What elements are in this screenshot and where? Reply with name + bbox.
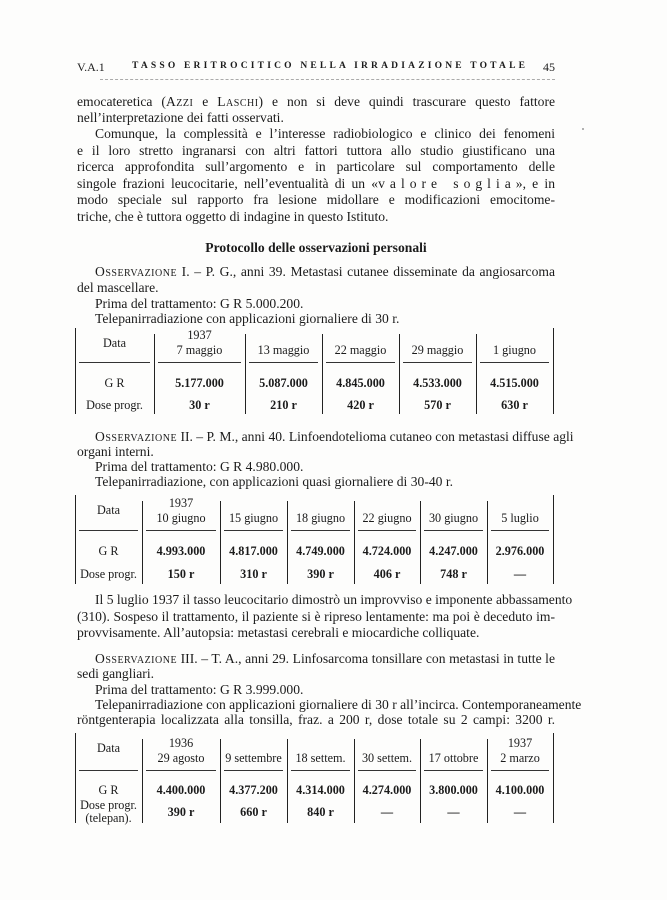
observation-3-line [95,651,555,667]
observation-3-line [77,712,555,728]
table-observation-3-value-cell: 4.377.200 [229,782,278,797]
table-observation-2-header-cell: 5 luglio [501,511,539,525]
table-observation-1-header-cell: 1 giugno [493,343,536,357]
table-observation-3-header-rule [146,770,216,771]
paragraph-line [77,176,555,192]
table-observation-1-value-cell: 420 r [347,397,374,412]
paragraph-line [77,209,555,225]
section-number: V.A.1 [77,60,105,74]
table-observation-3-header-rule [291,770,350,771]
page-number: 45 [543,60,555,74]
table-observation-2-header-cell: 30 giugno [428,511,479,525]
table-observation-3-header-rule [424,770,483,771]
text-run: Comunque, la complessità e l’interesse radiobiologico e clinico dei fenomeni [95,126,555,141]
paragraph-line [77,192,555,208]
observation-3-line [95,697,582,713]
table-observation-1-header-cell: 1937 7 maggio [176,328,223,357]
table-observation-2-header-rule [224,530,283,531]
table-observation-2-row-label: Dose progr. [80,566,137,581]
text-run: sedi gangliari. [77,666,155,681]
observation-1-line [95,311,555,327]
text-run: Azzi [165,94,194,109]
table-observation-1-header-cell: 29 maggio [411,343,464,357]
table-observation-2-value-cell: 310 r [240,566,267,581]
table-observation-3-value-cell: 4.314.000 [296,782,345,797]
table-observation-1-header-rule [249,362,318,363]
text-run: Osservazione [95,264,178,279]
table-observation-3-header-rule [224,770,283,771]
table-observation-3-header-cell: 17 ottobre [428,751,479,765]
table-observation-3-header-cell: Data [96,741,120,755]
text-run: Laschi [217,94,259,109]
table-observation-1-value-cell: 570 r [424,397,451,412]
running-title: TASSO ERITROCITICO NELLA IRRADIAZIONE TOTALE [132,61,529,71]
text-run: Prima del trattamento: G R 5.000.200. [95,296,304,311]
table-observation-2-header-cell: Data [96,503,120,517]
table-observation-2-value-cell: 4.247.000 [429,543,478,558]
table-observation-1-value-cell: 210 r [270,397,297,412]
table-observation-2-value-cell: 150 r [167,566,195,581]
text-run: emocateretica ( [77,94,166,109]
text-run: (310). Sospeso il trattamento, il paziente si è ripreso lentamente: ma poi è deceduto im- [77,609,555,624]
text-run: », e in [515,176,555,191]
text-run: I. – P. G., anni 39. Metastasi cutanee disseminate da angiosarcoma [177,264,555,279]
table-observation-2-value-cell: 4.817.000 [229,543,278,558]
table-observation-1-column-rule [553,328,554,414]
scan-speck [582,128,584,130]
paragraph-line [77,110,555,126]
header-rule [100,79,555,80]
text-run: e [193,94,218,109]
table-observation-3-value-cell: 3.800.000 [429,782,478,797]
text-run: Prima del trattamento: G R 3.999.000. [95,682,304,697]
table-observation-1-value-cell: 5.177.000 [175,375,224,390]
table-observation-3-value-cell: 660 r [240,804,267,819]
table-observation-2-value-cell: 4.724.000 [362,543,412,558]
table-observation-2-header-rule [358,530,416,531]
paragraph-line [77,159,555,175]
paragraph-line [95,126,555,142]
table-observation-1-value-cell: 4.845.000 [336,375,385,390]
observation-1-line [95,296,555,312]
text-run: Prima del trattamento: G R 4.980.000. [95,459,304,474]
text-run: Osservazione [95,429,178,444]
table-observation-3-value-cell: — [380,804,394,819]
observation-3-line [95,682,555,698]
table-observation-2-row-label: G R [98,543,119,558]
table-observation-2-value-cell: 2.976.000 [495,543,545,558]
observation-2-line [95,459,555,475]
paragraph-line [77,94,555,110]
text-run: nell’interpretazione dei fatti osservati. [77,110,284,125]
table-observation-2-value-cell: 406 r [373,566,401,581]
text-run: II. – P. M., anni 40. Linfoendotelioma cutaneo con metastasi diffuse agli [177,429,574,444]
section-title: Protocollo delle osservazioni personali [205,240,427,255]
text-run: Osservazione [95,651,178,666]
table-observation-3-value-cell: — [513,804,527,819]
text-run: Telepanirradiazione con applicazioni giornaliere di 30 r. [95,311,400,326]
table-observation-2-header-rule [491,530,549,531]
text-run: Telepanirradiazione, con applicazioni quasi giornaliere di 30-40 r. [95,474,454,489]
observation-3-line [77,666,555,682]
table-observation-1-header-cell: 22 maggio [334,343,387,357]
text-run: III. – T. A., anni 29. Linfosarcoma tonsillare con metastasi in tutte le [177,651,555,666]
table-observation-2-column-rule [553,495,554,584]
table-observation-2-header-rule [291,530,350,531]
table-observation-1-header-rule [79,362,150,363]
text-run: del mascellare. [77,280,159,295]
table-observation-2-header-cell: 15 giugno [228,511,279,525]
text-run: Telepanirradiazione con applicazioni giornaliere di 30 r all’incirca. Contemporaneamente [95,697,582,712]
text-run: röntgenterapia localizzata alla tonsilla, fraz. a 200 r, dose totale su 2 campi: 3200 r. [77,712,555,727]
table-observation-2-header-rule [146,530,216,531]
table-observation-1-row-label: Dose progr. [86,397,143,412]
table-observation-3-header-rule [79,770,138,771]
table-observation-3-value-cell: 4.274.000 [362,782,412,797]
table-observation-3-header-rule [491,770,549,771]
table-observation-2-header-cell: 1937 10 giugno [156,496,206,525]
table-observation-1-header-rule [158,362,241,363]
observation-2-note-line [77,625,555,641]
table-observation-2-header-cell: 18 giugno [295,511,346,525]
table-observation-1-header-rule [403,362,472,363]
table-observation-3-value-cell: 840 r [307,804,334,819]
table-observation-2-value-cell: — [513,566,527,581]
text-run: modo speciale sul rapporto fra lesione midollare e modificazioni emocitome- [77,192,555,207]
text-run: singole frazioni leucocitarie, nell’eventualità di un « [77,176,379,191]
table-observation-3-value-cell: 390 r [167,804,195,819]
paragraph-line [77,143,555,159]
table-observation-1-header-cell: 13 maggio [257,343,310,357]
table-observation-2-header-rule [424,530,483,531]
table-observation-2-header-rule [79,530,138,531]
table-observation-3-header-cell: 1936 29 agosto [157,736,205,765]
table-observation-2-value-cell: 390 r [307,566,334,581]
table-observation-2-value-cell: 4.749.000 [296,543,345,558]
table-observation-2-value-cell: 748 r [440,566,467,581]
table-observation-2-value-cell: 4.993.000 [156,543,206,558]
table-observation-1-header-rule [326,362,395,363]
table-observation-3-row-label: Dose progr. (telepan). [80,798,137,825]
observation-2-note-line [95,592,573,608]
text-run: provvisamente. All’autopsia: metastasi cerebrali e miocardiche colliquate. [77,625,480,640]
table-observation-1-value-cell: 30 r [189,397,210,412]
table-observation-1-value-cell: 5.087.000 [259,375,308,390]
table-observation-3-header-cell: 9 settembre [225,751,282,765]
observation-1-line [95,264,555,280]
text-run: triche, che è tuttora oggetto di indagine in questo Istituto. [77,209,389,224]
text-run: valore soglia [378,176,516,191]
observation-2-line [95,429,574,445]
table-observation-1-value-cell: 4.533.000 [413,375,462,390]
table-observation-3-header-cell: 1937 2 marzo [500,736,540,765]
observation-1-line [77,280,555,296]
text-run: organi interni. [77,444,154,459]
text-run: ) e non si deve quindi trascurare questo fattore [258,94,556,109]
table-observation-1-row-label: G R [104,375,125,390]
observation-2-line [95,474,555,490]
table-observation-3-header-rule [358,770,416,771]
table-observation-3-column-rule [553,733,554,823]
text-run: e il loro stretto ingranarsi con altri fattori tuttora allo studio giustificano una [77,143,555,158]
table-observation-2-header-cell: 22 giugno [362,511,412,525]
table-observation-1-header-rule [480,362,549,363]
table-observation-3-header-cell: 18 settem. [295,751,346,765]
text-run: Il 5 luglio 1937 il tasso leucocitario dimostrò un improvviso e imponente abbassamento [95,592,573,607]
table-observation-1-value-cell: 4.515.000 [490,375,539,390]
table-observation-3-row-label: G R [98,782,119,797]
table-observation-3-value-cell: 4.100.000 [495,782,545,797]
observation-2-line [77,444,555,460]
table-observation-3-value-cell: — [447,804,460,819]
table-observation-1-header-cell: Data [102,336,126,350]
table-observation-1-value-cell: 630 r [501,397,528,412]
table-observation-3-header-cell: 30 settem. [361,751,413,765]
text-run: ricerca approfondita sull’argomento e in particolare sul comportamento delle [77,159,555,174]
observation-2-note-line [77,609,555,625]
table-observation-3-value-cell: 4.400.000 [156,782,206,797]
running-header [77,60,555,76]
